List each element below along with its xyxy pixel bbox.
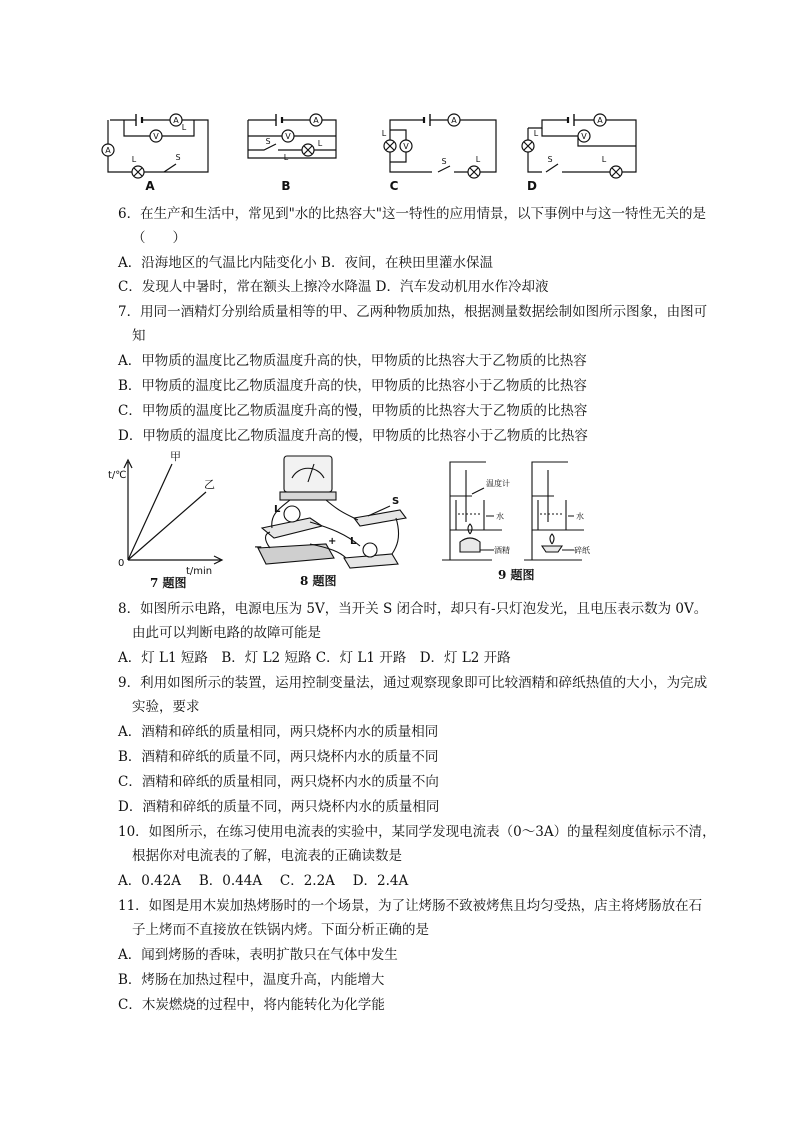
circuit-d-ammeter: A <box>597 116 603 125</box>
figure-9-caption: 9 题图 <box>498 568 535 582</box>
q9-option-a: A．酒精和碎纸的质量相同，两只烧杯内水的质量相同 <box>118 724 439 740</box>
figure-9-apparatus <box>432 456 592 566</box>
q11-option-a: A．闻到烤肠的香味，表明扩散只在气体中发生 <box>118 947 398 963</box>
q7-option-b: B．甲物质的温度比乙物质温度升高的快，甲物质的比热容小于乙物质的比热容 <box>118 378 587 394</box>
circuit-a <box>102 114 208 178</box>
figure-7-line-jia <box>128 464 172 560</box>
circuit-label-c: C <box>389 179 399 193</box>
circuit-c-ammeter: A <box>451 116 457 125</box>
figure-8-l1-label: L <box>274 504 281 515</box>
figure-8-lamp2 <box>363 543 377 557</box>
figure-9-water-left: 水 <box>496 512 504 521</box>
circuit-b-voltmeter: V <box>285 132 291 141</box>
circuit-b-switch: S <box>265 137 271 146</box>
figure-9-right-beaker <box>538 500 566 530</box>
q6-blank: （ ） <box>132 230 186 246</box>
figure-9-water-right: 水 <box>576 512 584 521</box>
figure-8 <box>250 448 410 576</box>
circuit-d-lamp1: L <box>601 155 607 164</box>
q9-stem-line1: 9．利用如图所示的装置，运用控制变量法，通过观察现象即可比较酒精和碎纸热值的大小，为完成 <box>118 675 708 691</box>
figure-8-lamp1 <box>284 506 300 522</box>
circuit-a-ammeter: A <box>173 116 179 125</box>
circuit-label-b: B <box>281 179 291 193</box>
q10-stem-line1: 10．如图所示，在练习使用电流表的实验中，某同学发现电流表（0～3A）的量程刻度值标示不清， <box>118 824 716 840</box>
figure-7-label-yi: 乙 <box>204 478 215 491</box>
q8-stem-line2: 由此可以判断电路的故障可能是 <box>132 625 321 641</box>
q7-stem-line2: 知 <box>132 328 146 344</box>
circuit-c-switch: S <box>441 157 447 166</box>
figure-7 <box>108 448 232 578</box>
circuit-b <box>248 114 336 158</box>
figure-7-label-jia: 甲 <box>170 450 181 463</box>
circuit-diagrams-row <box>98 100 638 196</box>
figure-8-switch-label: S <box>392 496 400 507</box>
figure-8-switch-base <box>354 510 406 526</box>
circuit-c-lamp2: L <box>381 129 387 138</box>
q9-option-d: D．酒精和碎纸的质量不同，两只烧杯内水的质量相同 <box>118 799 440 815</box>
figure-9 <box>432 456 592 566</box>
q11-option-c: C．木炭燃烧的过程中，将内能转化为化学能 <box>118 997 385 1013</box>
figure-9-alcohol-label: 酒精 <box>494 546 510 555</box>
circuit-c-voltmeter: V <box>403 142 409 151</box>
circuit-b-lamp1: L <box>317 139 323 148</box>
q10-options: A．0.42A B．0.44A C．2.2A D．2.4A <box>118 873 409 889</box>
figure-7-line-yi <box>128 492 206 560</box>
q7-stem-line1: 7．用同一酒精灯分别给质量相等的甲、乙两种物质加热，根据测量数据绘制如图所示图象，由图可 <box>118 304 708 320</box>
circuit-label-d: D <box>527 179 537 193</box>
figure-7-origin: 0 <box>118 558 125 569</box>
circuit-d <box>522 114 636 178</box>
figure-8-l2-label: L <box>350 536 357 547</box>
circuit-a-voltmeter: V <box>153 132 159 141</box>
q11-stem-line2: 子上烤而不直接放在铁锅内烤。下面分析正确的是 <box>132 922 429 938</box>
circuit-label-a: A <box>145 179 155 193</box>
circuit-a-lamp2: L <box>181 123 187 132</box>
circuit-a-lamp1: L <box>131 155 137 164</box>
circuit-diagrams-svg <box>98 100 638 196</box>
figure-8-voltmeter <box>284 456 332 492</box>
q6-options-cd: C．发现人中暑时，常在额头上擦冷水降温 D．汽车发动机用水作冷却液 <box>118 279 549 295</box>
circuit-c-lamp1: L <box>475 155 481 164</box>
q7-option-d: D．甲物质的温度比乙物质温度升高的慢，甲物质的比热容小于乙物质的比热容 <box>118 428 588 444</box>
circuit-a-ammeter-2: A <box>105 146 111 155</box>
q9-stem-line2: 实验，要求 <box>132 699 200 715</box>
figure-7-ylabel: t/℃ <box>108 470 127 481</box>
q7-option-a: A．甲物质的温度比乙物质温度升高的快，甲物质的比热容大于乙物质的比热容 <box>118 353 587 369</box>
q6-options-ab: A．沿海地区的气温比内陆变化小 B．夜间，在秧田里灌水保温 <box>118 255 493 271</box>
circuit-d-switch: S <box>547 155 553 164</box>
q8-options: A．灯 L1 短路 B．灯 L2 短路 C．灯 L1 开路 D．灯 L2 开路 <box>118 650 511 666</box>
q6-stem: 6．在生产和生活中，常见到"水的比热容大"这一特性的应用情景，以下事例中与这一特性无关的是 <box>118 206 707 222</box>
circuit-d-voltmeter: V <box>581 132 587 141</box>
q9-option-c: C．酒精和碎纸的质量相同，两只烧杯内水的质量不向 <box>118 774 439 790</box>
q7-option-c: C．甲物质的温度比乙物质温度升高的慢，甲物质的比热容大于乙物质的比热容 <box>118 403 588 419</box>
q8-stem-line1: 8．如图所示电路，电源电压为 5V，当开关 S 闭合时，却只有-只灯泡发光，且电压表示数为 0V。 <box>118 601 708 617</box>
circuit-a-switch: S <box>175 153 181 162</box>
figure-8-apparatus <box>250 448 410 576</box>
circuit-d-lamp2: L <box>533 129 539 138</box>
q11-stem-line1: 11．如图是用木炭加热烤肠时的一个场景，为了让烤肠不致被烤焦且均匀受热，店主将烤肠放在石 <box>118 898 703 914</box>
figure-8-minus: − <box>254 542 263 553</box>
figure-7-xlabel: t/min <box>186 566 213 577</box>
figure-9-left-beaker <box>456 500 484 530</box>
figure-7-caption: 7 题图 <box>150 576 187 590</box>
q10-stem-line2: 根据你对电流表的了解，电流表的正确读数是 <box>132 848 402 864</box>
figure-9-paper-label: 碎纸 <box>574 546 590 555</box>
figure-9-thermometer-label: 温度计 <box>486 479 510 488</box>
figure-8-plus: + <box>328 536 337 547</box>
figure-7-graph <box>108 448 232 578</box>
figure-9-paper-dish <box>542 546 562 552</box>
circuit-b-lamp2: L <box>283 153 289 162</box>
figure-9-alcohol-lamp <box>460 538 480 552</box>
q9-option-b: B．酒精和碎纸的质量不同，两只烧杯内水的质量不同 <box>118 749 439 765</box>
circuit-c <box>381 114 496 178</box>
q11-option-b: B．烤肠在加热过程中，温度升高，内能增大 <box>118 972 385 988</box>
figure-8-caption: 8 题图 <box>300 574 337 588</box>
circuit-b-ammeter: A <box>313 116 319 125</box>
